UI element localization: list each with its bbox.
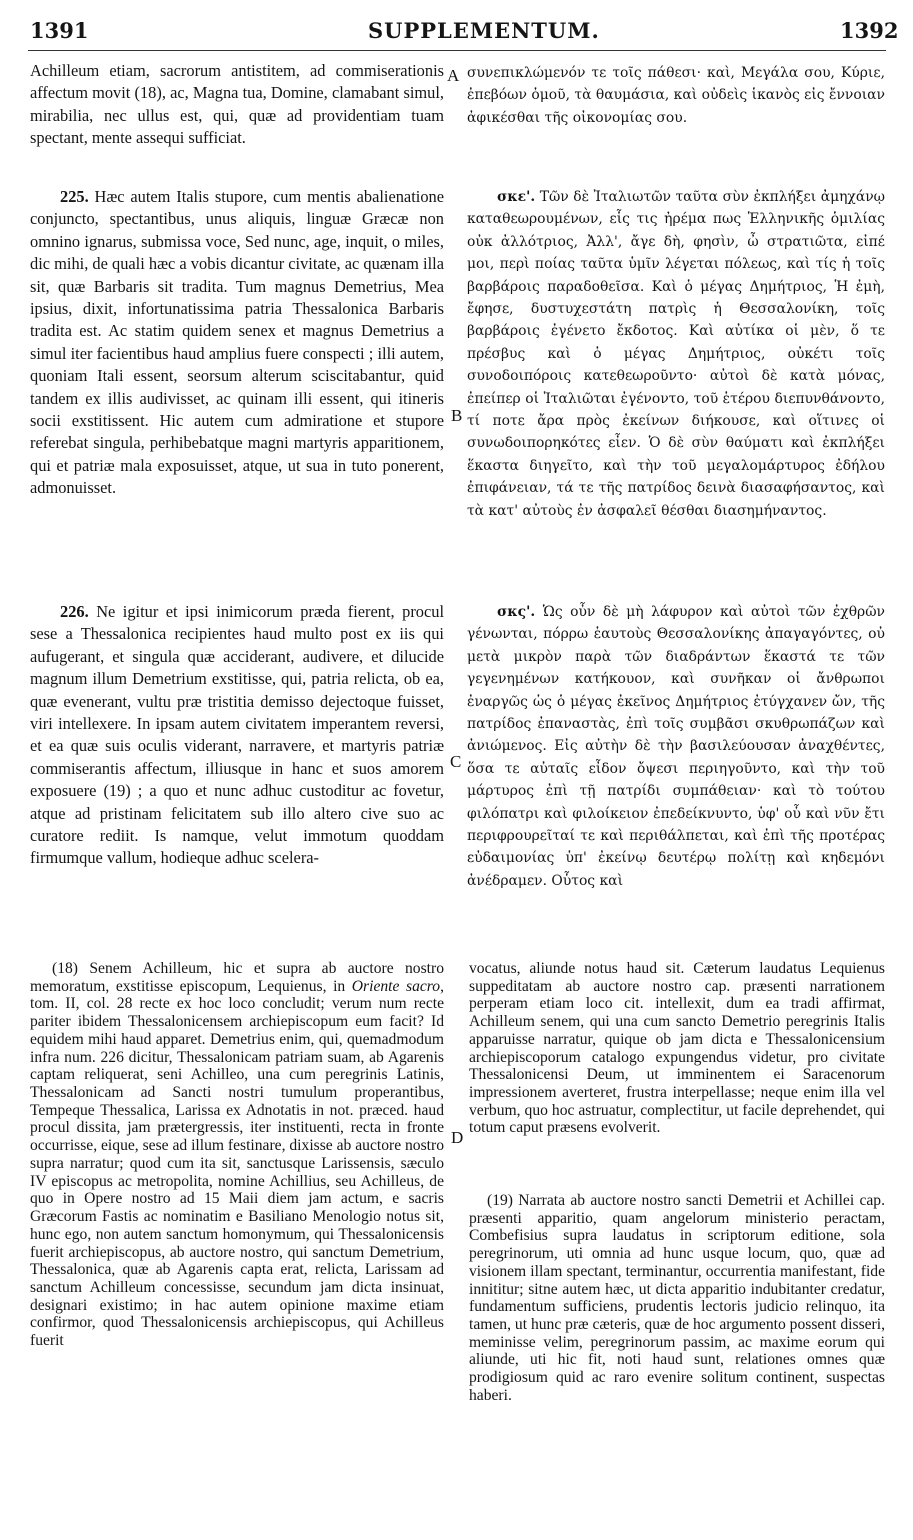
page-number-left: 1391	[30, 18, 89, 43]
footnote-19	[469, 1192, 885, 1405]
margin-mark-c: C	[450, 752, 462, 771]
margin-mark-a: A	[447, 66, 460, 85]
latin-paragraph-number-225: 225.	[60, 187, 89, 206]
page-number-right: 1392	[840, 18, 899, 43]
latin-paragraph-224-continuation: Achilleum etiam, sacrorum antistitem, ad commiserationis affectum movit (18), ac, Magna tua, Domine, clamabant simul, mirabilia, nec ullus est, qui, quæ ad providentiam tuam spectant, mente assequi sufficiat.	[30, 61, 444, 148]
latin-paragraph-225	[30, 186, 444, 500]
footnote-18-text-c: , tom. II, col. 28 recte ex hoc loco concludit; verum num recte pariter ibidem Thessalonicensem archiepiscopum eum facit? Id equidem mihi haud apparet. Demetrius enim, qui, quemadmodum infra num. 226 dicitur, Thessalonicam patriam suam, ab Agarenis captam reliquerat, seni Achilleo, una cum peregrinis Latinis, Thessalonicam ad Sancti nostri tumulum properantibus, Tempeque Thessalica, Larissa ex Adnotatis in not. præced. haud procul dissita, jam prætergressis, iter instituenti, recta in fronte occurrisse, eique, sese ad illum festinare, dixisse ab auctore nostro supra narratur; quod cum ita sit, sanctusque Larissensis, sæculo IV episcopus ac metropolita, nomine Achillius, seu Achilleus, de quo in Opere nostro ad 15 Maii diem jam actum, e sacris Græcorum Fastis ac nominatim e Basiliano Menologio notus sit, hunc ego, non autem sanctum homonymum, qui Thessalonicensis fuerit archiepiscopus, ab auctore nostro, qui sanctum Demetrium, Thessalonica, quæ ab Agarenis capta erat, relicta, Larissam ad sanctum Achilleum concessisse, secundum jam dicta insinuat, designari existimo; in hac autem opinione maxime etiam confirmor, quod Thessalonicensis archiepiscopus, qui Achilleus fuerit	[30, 977, 444, 1350]
latin-paragraph-225-text: Hæc autem Italis stupore, cum mentis abalienatione conjuncto, spectantibus, unus aliquis, linguæ Græcæ non omnino ignarus, submissa voce, Sed nunc, age, inquit, o miles, dic mihi, de quali hæc a vobis dicantur civitate, ac quænam illa sit, quæ Barbaris sit tradita. Tum magnus Demetrius, Mea ipsius, dixit, infortunatissima patria Thessalonica Barbaris tradita est. Ac statim quidem senex et magnus Demetrius a simul iter facientibus haud amplius fuere conspecti ; illi autem, quoniam Itali essent, seorsum alterum sciscitabantur, quid tandem ex illis audivisset, ac quinam illi essent, qui itineris socii exstitissent. Hic autem cum admiratione et stupore referebat singula, perhibebatque magni martyris apparitionem, qui et patriæ mala exposuisset, atque, ut sua in tuto ponerent, admonuisset.	[30, 187, 444, 498]
greek-paragraph-226-text: Ὡς οὖν δὲ μὴ λάφυρον καὶ αὐτοὶ τῶν ἐχθρῶν γένωνται, πόρρω ἑαυτοὺς Θεσσαλονίκης ἀπαγαγόντες, οὐ μετὰ μικρὸν παρὰ τῶν διαδράντων ἕκαστά τε τῶν γεγενημένων κατήκουον, καὶ συνῆκαν οἱ ἄνθρωποι ἐναργῶς ὡς ὁ μέγας ἐκεῖνος Δημήτριος ἐτύγχανεν ὤν, τῆς πατρίδος ἐπαναστὰς, ἐπὶ τοῖς συμβᾶσι σκυθρωπάζων καὶ ἀνιώμενος. Εἰς αὐτὴν δὲ τὴν βασιλεύουσαν ἀναχθέντες, ὅσα τε αὐταῖς εἶδον ὄψεσι περιηγοῦντο, καὶ τὴν τοῦ μάρτυρος ἐπὶ τῇ πατρίδι συμπάθειαν· καὶ τὸ τούτου φιλόπατρι καὶ φιλοίκειον ἐπεδείκνυντο, ὑφ' οὗ καὶ νῦν ἔτι περιφρουρεῖταί τε καὶ περιθάλπεται, καὶ ἐπὶ τῆς προτέρας εὐδαιμονίας ὑπ' ἐκείνῳ δευτέρῳ πολίτῃ καὶ κηδεμόνι ἀνέδραμεν. Οὗτος καὶ	[467, 604, 885, 889]
latin-paragraph-number-226: 226.	[60, 602, 89, 621]
greek-paragraph-number-226: σκς'.	[497, 604, 536, 620]
greek-paragraph-225-text: Τῶν δὲ Ἰταλιωτῶν ταῦτα σὺν ἐκπλήξει ἀμηχάνῳ καταθεωρουμένων, εἷς τις ἠρέμα πως Ἑλληνικῆς ὁμιλίας οὐκ ἀλλότριος, Ἀλλ', ἄγε δὴ, φησὶν, ὦ στρατιῶτα, εἰπέ μοι, περὶ ποίας ταῦτα ὑμῖν λέγεται πόλεως, καὶ τίς ἡ τοῖς βαρβάροις παραδοθεῖσα. Καὶ ὁ μέγας Δημήτριος, Ἡ ἐμὴ, ἔφησε, δυστυχεστάτη πατρὶς ἡ Θεσσαλονίκη, τοῖς βαρβάροις ἐγένετο ἔκδοτος. Καὶ αὐτίκα οἱ μὲν, ὅ τε πρέσβυς καὶ ὁ μέγας Δημήτριος, οὐκέτι τοῖς συνοδοιπόροις κατεθεωροῦντο· αὐτοὶ δὲ κατὰ μόνας, ἐπείπερ οἱ Ἰταλιῶται ἐγένοντο, τοῦ ἑτέρου διεπυνθάνοντο, τί ποτε ἄρα πρὸς ἐκείνων διήκουσε, καὶ οἵτινες οἱ συνωδοιπορηκότες εἶεν. Ὁ δὲ σὺν θαύματι καὶ ἐκπλήξει ἕκαστα διηγεῖτο, καὶ τὴν τοῦ μεγαλομάρτυρος ἐδήλου ἐπιφάνειαν, τά τε τῆς πατρίδος δεινὰ διασαφήσαντος, καὶ τὰ κατ' αὐτοὺς ἐν ἀσφαλεῖ θέσθαι διασημήναντος.	[467, 189, 885, 519]
footnote-18-number: (18)	[52, 960, 78, 977]
greek-paragraph-225	[467, 186, 885, 522]
footnote-19-number: (19)	[487, 1192, 513, 1209]
header-rule	[28, 50, 886, 51]
margin-mark-d: D	[451, 1128, 464, 1147]
footnote-18	[30, 960, 444, 1350]
margin-mark-b: B	[451, 406, 463, 425]
running-title: SUPPLEMENTUM.	[368, 18, 600, 43]
greek-paragraph-226	[467, 601, 885, 892]
footnote-18-book-title: Oriente sacro	[351, 977, 441, 995]
footnote-19-text: Narrata ab auctore nostro sancti Demetrii et Achillei cap. præsenti apparitio, quam angelorum ministerio peractam, Combefisius supra laudatus in scriptorum editione, sola peregrinorum, uti omnia ad hunc usque locum, quo, quæ ad visionem illam spectant, terminantur, occurrentia manifestant, fide innititur; sitne autem hæc, ut dicta apparitio indubitanter credatur, fundamentum sufficiens, prudentis lectoris judicio relinquo, ita tamen, ut hunc præ cæteris, quæ de hoc argumento possent disseri, meminisse velim, peregrinorum passim, ac maxime eorum qui aliunde, uti hic fit, noti haud sunt, relationes omnes quæ prodigiosum quid ac raro evenire solitum continent, suspectas haberi.	[469, 1192, 885, 1404]
greek-paragraph-number-225: σκε'.	[497, 189, 536, 205]
latin-paragraph-226-text: Ne igitur et ipsi inimicorum præda fierent, procul sese a Thessalonica recipientes haud multo post ex iis qui aufugerant, et singula quæ acciderant, audivere, et dilucide magnum illum Demetrium exstitisse, qui, patria relicta, ob ea, quæ evenerant, vultu præ tristitia demisso dejectoque fuisset, viri intellexere. In ipsam autem civitatem imperantem reversi, et ea quæ suis oculis viderant, narravere, et martyris patriæ commiserantis affectum, illiusque in hanc et suos amorem exposuere (19) ; a quo et nunc adhuc custoditur ac fovetur, atque ad pristinam felicitatem sub illo altero cive suo ac curatore rediit. Is namque, velut immotum quoddam firmumque vallum, hodieque adhuc scelera-	[30, 602, 444, 868]
footnote-18-continuation: vocatus, aliunde notus haud sit. Cæterum laudatus Lequienus suppeditatam ab auctore nostro cap. præsenti narrationem perperam etiam loco cit. intellexit, dum ea tradi affirmat, Achilleum senem, qui una cum sancto Demetrio peregrinis Italis apparuisse narratur, quique ob jam dicta e Thessalonicensium archiepiscoporum catalogo expungendus videtur, pro civitate Thessalonicensi Deum, ut imminentem ei Saracenorum impressionem averteret, frustra interpellasse; neque enim illa vel verbum, quo hoc astruatur, complectitur, ut facile deprehendet, qui totum caput præsens evolverit.	[469, 960, 885, 1137]
latin-paragraph-226	[30, 601, 444, 870]
footnote-18-text-a: Senem Achilleum, hic et supra ab auctore nostro memoratum, exstitisse episcopum, Lequienus, in	[30, 960, 444, 995]
greek-paragraph-224-continuation: συνεπικλώμενόν τε τοῖς πάθεσι· καὶ, Μεγάλα σου, Κύριε, ἐπεβόων ὁμοῦ, τὰ θαυμάσια, καὶ οὐδεὶς ἱκανὸς εἰς ἔννοιαν ἀφικέσθαι τῆς οἰκονομίας σου.	[467, 65, 885, 126]
